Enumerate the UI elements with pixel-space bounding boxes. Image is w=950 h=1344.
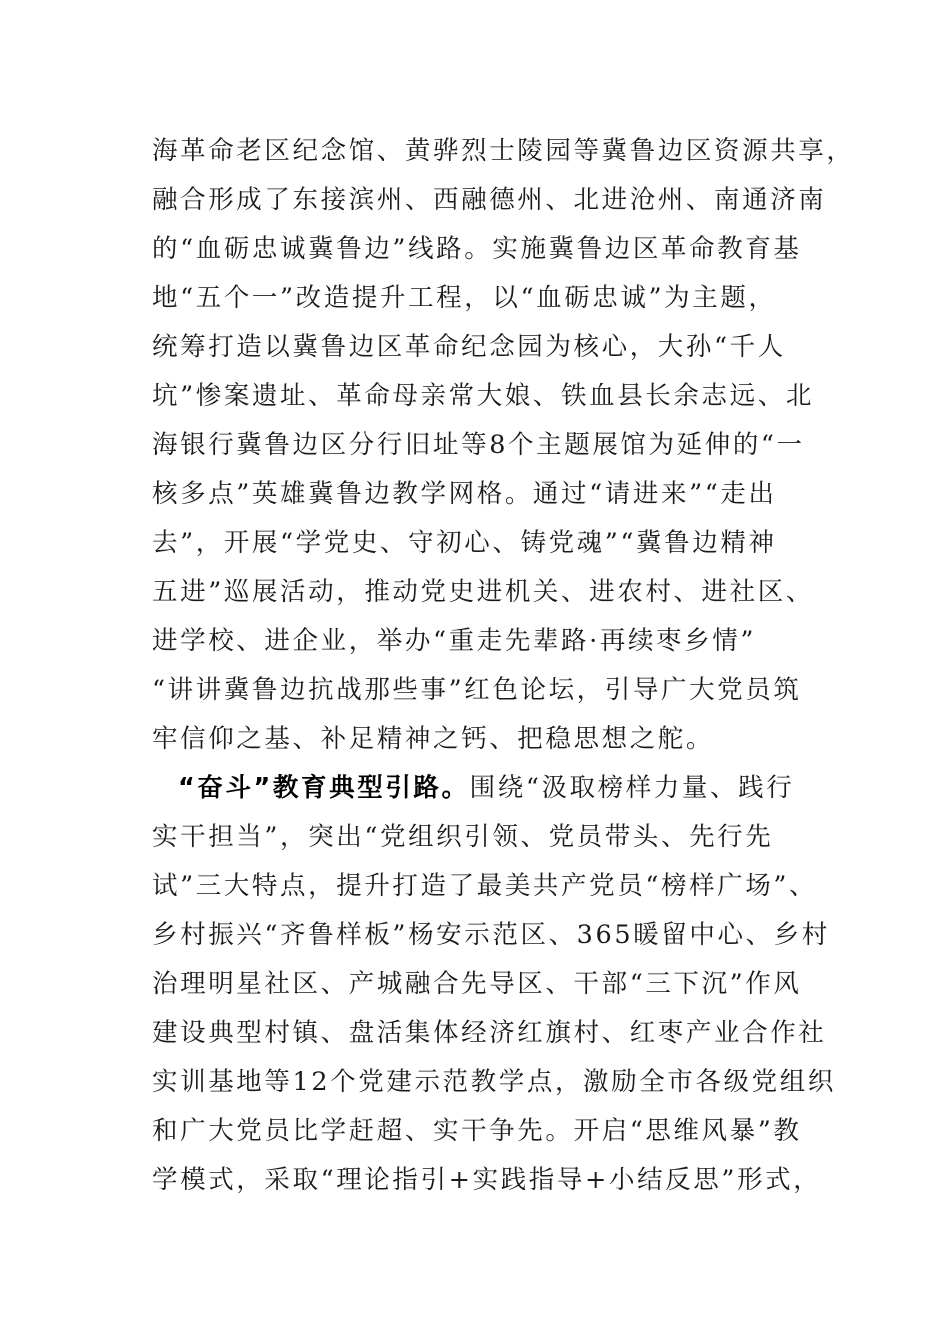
text-line: 学模式，采取“理论指引+实践指导+小结反思”形式， bbox=[152, 1165, 822, 1195]
text-line: 建设典型村镇、盘活集体经济红旗村、红枣产业合作社 bbox=[152, 1018, 827, 1048]
text-line: 核多点”英雄冀鲁边教学网格。通过“请进来”“走出 bbox=[152, 479, 777, 509]
text-line: 进学校、进企业，举办“重走先辈路·再续枣乡情” bbox=[152, 626, 756, 656]
body-text bbox=[152, 127, 855, 1205]
text-line: 海银行冀鲁边区分行旧址等8个主题展馆为延伸的“一 bbox=[152, 430, 805, 460]
text-line: “讲讲冀鲁边抗战那些事”红色论坛，引导广大党员筑 bbox=[152, 675, 802, 705]
section-heading: “奋斗”教育典型引路。 bbox=[178, 773, 470, 803]
section-first-line-text: 围绕“汲取榜样力量、践行 bbox=[469, 773, 795, 803]
text-line: 的“血砺忠诚冀鲁边”线路。实施冀鲁边区革命教育基 bbox=[152, 234, 802, 264]
text-line: 融合形成了东接滨州、西融德州、北进沧州、南通济南 bbox=[152, 185, 827, 215]
text-line: 海革命老区纪念馆、黄骅烈士陵园等冀鲁边区资源共享， bbox=[152, 136, 855, 166]
text-line: 治理明星社区、产城融合先导区、干部“三下沉”作风 bbox=[152, 969, 802, 999]
text-line: 和广大党员比学赶超、实干争先。开启“思维风暴”教 bbox=[152, 1116, 802, 1146]
text-line: 统筹打造以冀鲁边区革命纪念园为核心，大孙“千人 bbox=[152, 332, 786, 362]
text-line: 实干担当”，突出“党组织引领、党员带头、先行先 bbox=[152, 822, 774, 852]
text-line: 实训基地等12个党建示范教学点，激励全市各级党组织 bbox=[152, 1067, 836, 1097]
text-line: 五进”巡展活动，推动党史进机关、进农村、进社区、 bbox=[152, 577, 814, 607]
text-line: 坑”惨案遗址、革命母亲常大娘、铁血县长余志远、北 bbox=[152, 381, 814, 411]
text-line: 乡村振兴“齐鲁样板”杨安示范区、365暖留中心、乡村 bbox=[152, 920, 830, 950]
text-line: 去”，开展“学党史、守初心、铸党魂”“冀鲁边精神 bbox=[152, 528, 777, 558]
text-line: 地“五个一”改造提升工程，以“血砺忠诚”为主题， bbox=[152, 283, 777, 313]
text-line: 试”三大特点，提升打造了最美共产党员“榜样广场”、 bbox=[152, 871, 818, 901]
text-line: 牢信仰之基、补足精神之钙、把稳思想之舵。 bbox=[152, 724, 715, 754]
section-first-line bbox=[152, 764, 802, 813]
